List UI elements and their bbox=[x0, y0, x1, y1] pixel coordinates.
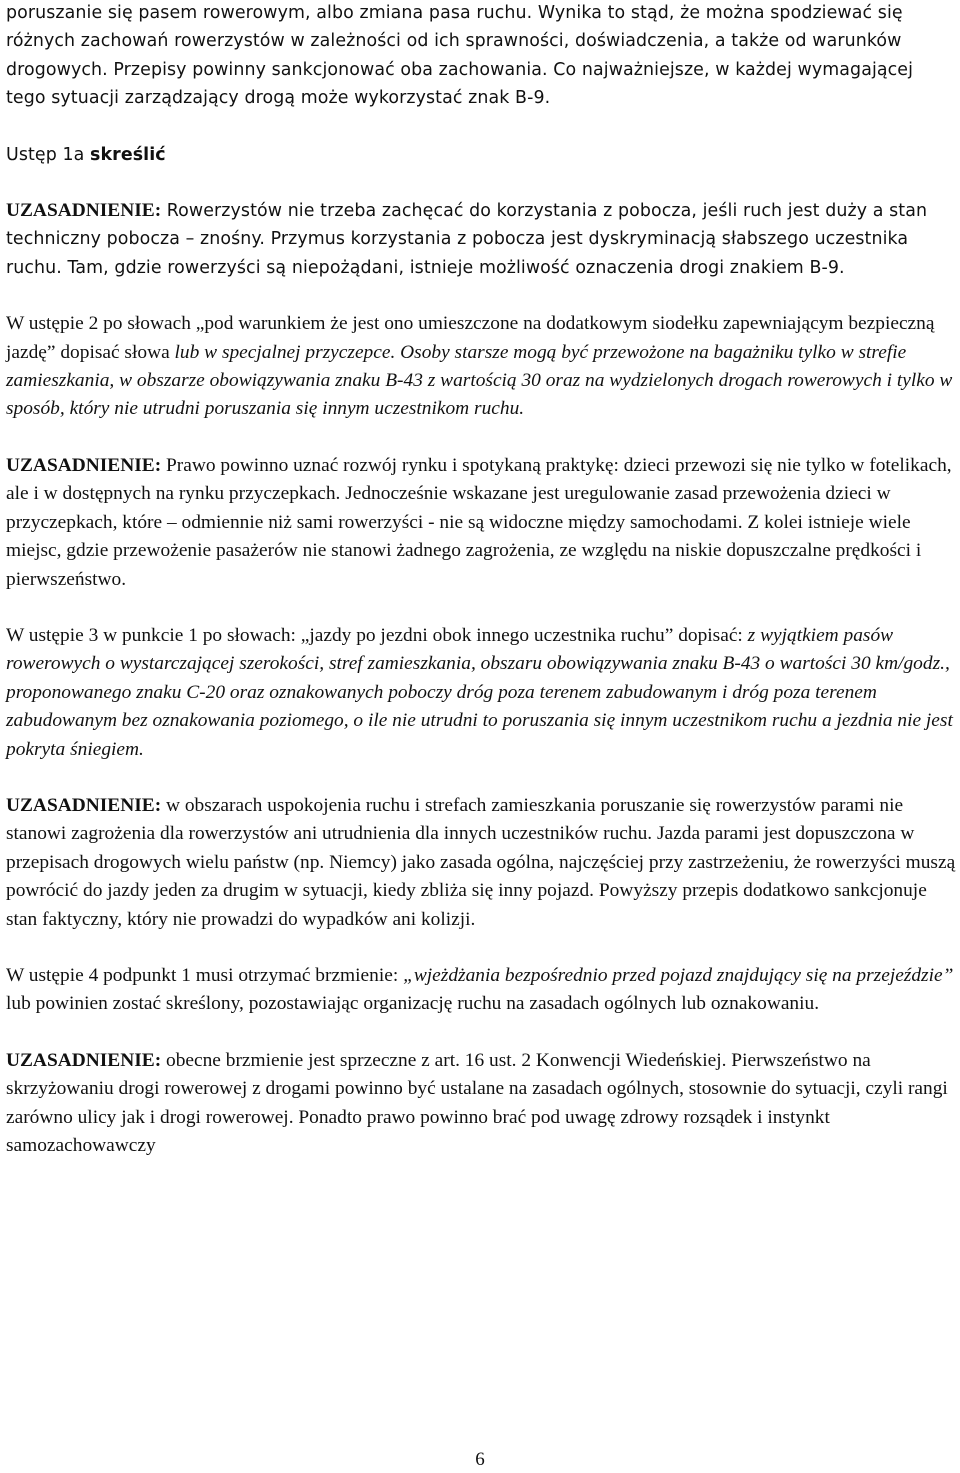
paragraph-text: W ustępie 3 w punkcie 1 po słowach: „jazdy po jezdni obok innego uczestnika ruchu” dopisać: bbox=[6, 624, 748, 646]
paragraph-text: Ustęp 1a bbox=[6, 144, 91, 165]
paragraph-ustep-3 bbox=[6, 622, 956, 764]
paragraph-text: w obszarach uspokojenia ruchu i strefach zamieszkania poruszanie się rowerzystów parami nie stanowi zagrożenia dla rowerzystów ani utrudnienia dla innych uczestników ruchu. Jazda parami jest dopuszczona w przepisach drogowych wielu państw (np. Niemcy) jako zasada ogólna, najczęściej przy zastrzeżeniu, że rowerzyści muszą powrócić do jazdy jeden za drugim w sytuacji, kiedy zbliża się inny pojazd. Powyższy przepis dodatkowo sankcjonuje stan faktyczny, który nie prowadzi do wypadków ani kolizji. bbox=[6, 794, 956, 930]
paragraph-uzasadnienie-4 bbox=[6, 1047, 956, 1161]
paragraph-text: obecne brzmienie jest sprzeczne z art. 16 ust. 2 Konwencji Wiedeńskiej. Pierwszeństwo na skrzyżowaniu drogi rowerowej z drogami powinno być ustalane na zasadach ogólnych, stosownie do sytuacji, czyli rangi zarówno ulicy jak i drogi rowerowej. Ponadto prawo powinno brać pod uwagę zdrowy rozsądek i instynkt samozachowawczy bbox=[6, 1049, 948, 1156]
paragraph-ustep-1a bbox=[6, 141, 956, 169]
italic-text: lub w specjalnej przyczepce. Osoby starsze mogą być przewożone na bagażniku tylko w strefie zamieszkania, w obszarze obowiązywania znaku B-43 z wartością 30 oraz na wydzielonych drogach rowerowych i tylko w sposób, który nie utrudni poruszania się innym uczestnikom ruchu. bbox=[6, 341, 953, 420]
paragraph-intro bbox=[6, 0, 956, 113]
paragraph-text: W ustępie 2 po słowach „pod warunkiem że jest ono umieszczone na dodatkowym siodełku zapewniającym bezpieczną jazdę” dopisać słowa bbox=[6, 313, 935, 363]
document-page bbox=[6, 0, 956, 1188]
uzasadnienie-label: UZASADNIENIE: bbox=[6, 200, 162, 222]
italic-text: „wjeżdżania bezpośrednio przed pojazd znajdujący się na przejeździe” bbox=[403, 964, 954, 986]
paragraph-ustep-2 bbox=[6, 310, 956, 424]
uzasadnienie-label: UZASADNIENIE: bbox=[6, 1049, 162, 1071]
uzasadnienie-label: UZASADNIENIE: bbox=[6, 454, 162, 476]
paragraph-text: Rowerzystów nie trzeba zachęcać do korzystania z pobocza, jeśli ruch jest duży a stan techniczny pobocza – znośny. Przymus korzystania z pobocza jest dyskryminacją słabszego uczestnika ruchu. Tam, gdzie rowerzyści są niepożądani, istnieje możliwość oznaczenia drogi znakiem B-9. bbox=[6, 201, 928, 278]
paragraph-text: Prawo powinno uznać rozwój rynku i spotykaną praktykę: dzieci przewozi się nie tylko w fotelikach, ale i w dostępnych na rynku przyczepkach. Jednocześnie wskazane jest uregulowanie zasad przewożenia dzieci w przyczepkach, które – odmiennie niż sami rowerzyści - nie są widoczne między samochodami. Z kolei istnieje wiele miejsc, gdzie przewożenie pasażerów nie stanowi żadnego zagrożenia, ze względu na niskie dopuszczalne prędkości i pierwszeństwo. bbox=[6, 454, 952, 590]
paragraph-text: lub powinien zostać skreślony, pozostawiając organizację ruchu na zasadach ogólnych lub oznakowaniu. bbox=[6, 993, 820, 1015]
italic-text: z wyjątkiem pasów rowerowych o wystarczającej szerokości, stref zamieszkania, obszaru obowiązywania znaku B-43 o wartości 30 km/godz., proponowanego znaku C-20 oraz oznakowanych poboczy dróg poza terenem zabudowanym i dróg poza terenem zabudowanym bez oznakowania poziomego, o ile nie utrudni to poruszania się innym uczestnikom ruchu a jezdnia nie jest pokryta śniegiem. bbox=[6, 624, 953, 760]
paragraph-text: W ustępie 4 podpunkt 1 musi otrzymać brzmienie: bbox=[6, 964, 404, 986]
paragraph-uzasadnienie-1 bbox=[6, 197, 956, 282]
page-number: 6 bbox=[475, 1449, 485, 1470]
uzasadnienie-label: UZASADNIENIE: bbox=[6, 794, 162, 816]
emphasis-text: skreślić bbox=[90, 144, 166, 165]
paragraph-text: poruszanie się pasem rowerowym, albo zmiana pasa ruchu. Wynika to stąd, że można spodziewać się różnych zachowań rowerzystów w zależności od ich sprawności, doświadczenia, a także od warunków drogowych. Przepisy powinny sankcjonować oba zachowania. Co najważniejsze, w każdej wymagającej tego sytuacji zarządzający drogą może wykorzystać znak B-9. bbox=[6, 3, 914, 109]
paragraph-uzasadnienie-3 bbox=[6, 792, 956, 934]
paragraph-uzasadnienie-2 bbox=[6, 452, 956, 594]
paragraph-ustep-4 bbox=[6, 962, 956, 1019]
